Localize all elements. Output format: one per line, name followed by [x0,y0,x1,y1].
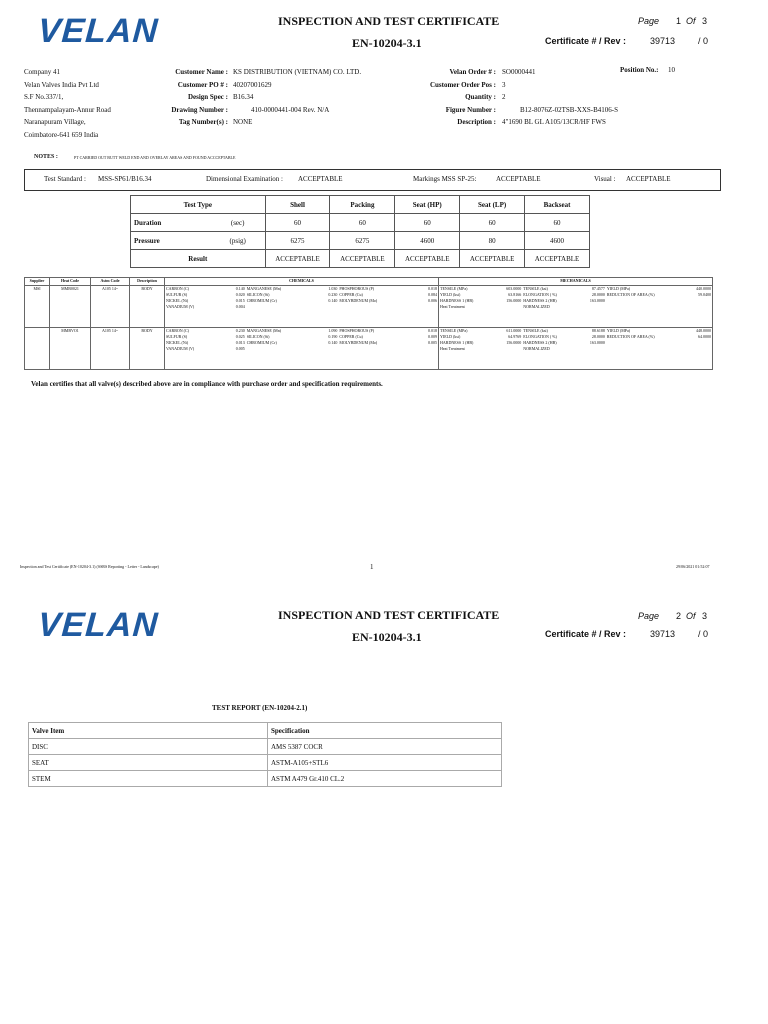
result-cell: ACCEPTABLE [330,250,395,268]
page-number: 1 [676,16,682,26]
mechanical-label: ELONGATION ( %) [523,292,557,297]
valve-item-cell: STEM [29,771,268,787]
mechanical-value [685,304,712,310]
mechanicals-grid [439,286,712,310]
mechanical-label: HARDNESS 1 (HB) [440,340,474,345]
specification-cell: ASTM-A105+STL6 [268,755,502,771]
description-label: Description : [457,118,496,126]
chemical-label [338,304,416,310]
mechanical-subtable [439,328,712,352]
heat-code-cell: MMB0021 [50,286,91,328]
notes-text: PT CARRIED OUT BUTT WELD END AND OVERLAY AREAS AND FOUND ACCCEPTABLE [74,155,236,160]
chemical-label: COPPER (Cu) [339,334,363,339]
table-row [131,214,590,232]
tag-numbers-value: NONE [233,118,253,126]
mechanical-value: 64.0000 [698,334,711,339]
chemical-label: PHOSPHOROUS (P) [339,286,375,291]
quantity-value: 2 [502,93,506,101]
result-cell: ACCEPTABLE [460,250,525,268]
chemical-label: SILICON (Si) [246,292,270,297]
chemical-value: 0.190 [328,334,338,339]
chemical-label: CHROMIUM (Cr) [246,298,277,303]
certificate-rev-label: Certificate # / Rev : [545,629,627,639]
mechanical-label: Heat Treatment [440,304,465,309]
chemical-label: MOLYBDENUM (Mo) [339,340,378,345]
mechanical-label: YIELD (ksi) [440,292,461,297]
customer-po-value: 40207001629 [233,80,272,89]
mechanical-value: 163.0000 [589,298,605,303]
table-header: Heat Code [50,278,91,286]
mechanical-label: HARDNESS 1 (HB) [440,298,474,303]
valve-item-cell: DISC [29,739,268,755]
visual-label: Visual : [594,175,616,183]
certificate-title: INSPECTION AND TEST CERTIFICATE [278,608,500,622]
page-of-label: Of [686,611,696,621]
customer-order-pos-label: Customer Order Pos : [429,80,496,89]
chemical-value: 0.015 [235,298,245,303]
markings-label: Markings MSS SP-25: [413,175,477,183]
page-total: 3 [702,16,708,26]
table-cell: 60 [330,214,395,232]
table-cell: 6275 [265,232,330,250]
supplier-cell [25,328,50,370]
mechanical-value: 156.0000 [506,340,522,345]
mechanical-value: 603.0000 [506,286,522,291]
description-cell: BODY [130,286,165,328]
figure-number-value: B12-8076Z-02TSB-XXS-B4106-S [520,105,619,114]
mechanical-row [439,304,712,310]
mechanicals-cell [439,286,713,328]
certificate-standard: EN-10204-3.1 [352,36,422,50]
page-label: Page [638,16,660,26]
chemical-value: 0.020 [235,292,245,297]
velan-logo: VELAN [36,606,160,644]
chemicals-grid [165,286,438,310]
design-spec-value: B16.34 [233,93,254,101]
design-spec-label: Design Spec : [187,93,228,101]
mechanical-value: 88.6188 [591,328,605,333]
mechanical-label: YIELD (ksi) [440,334,461,339]
chemical-value: 0.230 [328,292,338,297]
pressure-unit: (psig) [211,232,265,250]
certificate-number: 39713 [650,629,676,639]
table-header: Specification [268,723,502,739]
table-header-row [131,196,590,214]
table-header: Test Type [131,196,266,214]
footer-report-name: Inspection and Test Certificate (EN-10204-3.1) (SSRS Reporting - Letter - Landscape) [20,564,159,569]
mechanical-label: HARDNESS 2 (HB) [523,298,557,303]
heat-code-cell: MMBVO1 [50,328,91,370]
chemical-subtable [165,328,438,352]
specification-cell: ASTM A479 Gr.410 CL.2 [268,771,502,787]
test-results-table [130,195,590,268]
chemical-label: NICKEL (Ni) [166,298,189,303]
mechanical-value: 87.4577 [591,286,605,291]
chemical-row [165,304,438,310]
customer-values [233,66,361,129]
certificate-standard: EN-10204-3.1 [352,630,422,644]
description-value: 4"1690 BL GL A105/13CR/HF FWS [502,118,606,126]
mechanical-label: TENSILE (MPa) [440,328,468,333]
page-total: 3 [702,611,708,621]
company-address [24,66,111,141]
table-cell: 60 [265,214,330,232]
customer-order-pos-value: 3 [502,80,506,89]
chemical-value: 0.140 [328,298,338,303]
mechanical-value: 440.0000 [696,286,711,291]
duration-unit: (sec) [211,214,265,232]
drawing-number-label: Drawing Number : [171,105,228,114]
chemical-row [165,346,438,352]
chemical-value [416,346,438,352]
chemical-value [317,304,339,310]
chemical-value: 0.013 [235,340,245,345]
result-cell: ACCEPTABLE [525,250,590,268]
chemical-label: MANGANESE (Mn) [246,286,282,291]
result-cell: ACCEPTABLE [395,250,460,268]
specification-cell: AMS 5387 COCR [268,739,502,755]
table-header: Packing [330,196,395,214]
chemical-value: 0.025 [235,334,245,339]
chemical-value: 0.009 [428,334,437,339]
certificate-rev-label: Certificate # / Rev : [545,36,627,46]
mechanical-label: TENSILE (ksi) [523,328,548,333]
compliance-statement: Velan certifies that all valve(s) described above are in compliance with purchase order and specification requirements. [31,380,383,388]
mechanical-label: REDUCTION OF AREA (%) [606,334,655,339]
table-cell: 60 [525,214,590,232]
mechanical-label [606,304,685,310]
page-number: 2 [676,611,682,621]
astm-code-cell: A105 14~ [91,286,130,328]
position-no-label: Position No.: [620,66,659,74]
table-row [131,232,590,250]
mechanical-value: 163.0000 [589,340,605,345]
page-of-label: Of [686,16,696,26]
certificate-title: INSPECTION AND TEST CERTIFICATE [278,14,500,28]
material-properties-table [24,277,713,370]
duration-label: Duration [131,214,211,232]
table-cell: 60 [460,214,525,232]
mechanical-label: NORMALIZED [523,346,550,351]
position-no-value: 10 [668,66,675,74]
mechanical-label: NORMALIZED [523,304,550,309]
dimensional-label: Dimensional Examination : [206,175,283,183]
table-cell: 6275 [330,232,395,250]
table-row [29,739,502,755]
chemical-value: 0.084 [428,292,437,297]
table-header-row [25,278,713,286]
chemical-value [416,304,438,310]
chemical-value: 0.005 [428,340,437,345]
chemical-value: 0.005 [235,346,245,351]
chemical-label: PHOSPHOROUS (P) [339,328,375,333]
company-line: Naranapuram Village, [24,118,86,126]
chemical-value: 0.140 [328,340,338,345]
company-line: Thennampalayam-Annur Road [24,105,111,114]
order-labels [400,66,496,129]
test-report-table [28,722,502,787]
velan-order-label: Velan Order # : [449,68,496,76]
quantity-label: Quantity : [465,93,496,101]
chemical-label: COPPER (Cu) [339,292,363,297]
customer-name-label: Customer Name : [175,68,228,76]
mechanical-value: 59.0400 [698,292,711,297]
certificate-rev: / 0 [698,36,709,46]
certificate-rev: / 0 [698,629,709,639]
mechanicals-grid [439,328,712,352]
mechanical-value: 64.9769 [508,334,522,339]
mechanical-label: TENSILE (ksi) [523,286,548,291]
dimensional-value: ACCEPTABLE [298,175,343,183]
mechanicals-header: MECHANICALS [439,278,713,286]
result-label: Result [131,250,266,268]
mechanical-subtable [439,286,712,310]
drawing-number-value: 410-0000441-004 Rev. N/A [251,105,330,114]
visual-value: ACCEPTABLE [626,175,671,183]
pressure-label: Pressure [131,232,211,250]
mechanical-label: ELONGATION ( %) [523,334,557,339]
chemicals-grid [165,328,438,352]
chemical-subtable [165,286,438,310]
table-cell: 4600 [525,232,590,250]
astm-code-cell: A105 14~ [91,328,130,370]
result-cell: ACCEPTABLE [265,250,330,268]
chemical-label [338,346,416,352]
footer-page-number: 1 [370,563,374,571]
table-row [25,328,713,370]
chemical-label: SULFUR (S) [166,334,188,339]
chemical-value: 0.140 [235,286,245,291]
company-line: Company 41 [24,68,60,76]
mechanical-label: TENSILE (MPa) [440,286,468,291]
customer-labels [130,66,228,129]
mechanical-label: YIELD (MPa) [606,286,631,291]
table-row [29,771,502,787]
chemical-value: 1.030 [328,286,338,291]
chemical-value [317,346,339,352]
chemical-label: SULFUR (S) [166,292,188,297]
chemical-value: 0.004 [235,304,245,309]
chemical-value: 0.018 [428,328,437,333]
chemical-label: VANADIUM (V) [166,346,195,351]
mechanical-value: 28.0000 [591,334,605,339]
chemicals-cell [165,328,439,370]
velan-order-value: SO0000441 [502,68,536,76]
mechanical-value [495,304,522,310]
table-header: Backseat [525,196,590,214]
test-standard-label: Test Standard : [44,175,86,183]
table-header: Seat (HP) [395,196,460,214]
mechanical-label: Heat Treatment [440,346,465,351]
mechanical-value: 611.0000 [506,328,522,333]
description-cell: BODY [130,328,165,370]
table-header: Supplier [25,278,50,286]
customer-po-label: Customer PO # : [177,80,228,89]
mechanical-label: YIELD (MPa) [606,328,631,333]
company-line: Velan Valves India Pvt Ltd [24,80,99,89]
supplier-cell: MSI [25,286,50,328]
table-header: Description [130,278,165,286]
certificate-number: 39713 [650,36,676,46]
mechanical-value [685,346,712,352]
table-cell: 60 [395,214,460,232]
table-row [29,755,502,771]
valve-item-cell: SEAT [29,755,268,771]
markings-value: ACCEPTABLE [496,175,541,183]
table-header: Shell [265,196,330,214]
figure-number-label: Figure Number : [445,105,496,114]
table-header: Astm Code [91,278,130,286]
mechanical-value: 448.0000 [696,328,711,333]
table-cell: 4600 [395,232,460,250]
chemical-label: CHROMIUM (Cr) [246,340,277,345]
mechanical-value [579,346,606,352]
mechanical-label: REDUCTION OF AREA (%) [606,292,655,297]
mechanical-row [439,346,712,352]
chemical-label: VANADIUM (V) [166,304,195,309]
chemical-label: MOLYBDENUM (Mo) [339,298,378,303]
test-standard-value: MSS-SP61/B16.34 [98,175,152,183]
chemical-value: 0.018 [428,286,437,291]
chemicals-header: CHEMICALS [165,278,439,286]
table-row [25,286,713,328]
mechanical-value: 63.8166 [508,292,522,297]
customer-name-value: KS DISTRIBUTION (VIETNAM) CO. LTD. [233,68,362,76]
chemical-label: CARBON (C) [166,286,190,291]
mechanical-label [606,346,685,352]
chemical-label: CARBON (C) [166,328,190,333]
mechanicals-cell [439,328,713,370]
order-values [502,66,618,129]
chemical-label: MANGANESE (Mn) [246,328,282,333]
chemicals-cell [165,286,439,328]
footer-timestamp: 29/06/2021 01:52:07 [676,564,710,569]
table-cell: 80 [460,232,525,250]
chemical-value: 1.090 [328,328,338,333]
page-label: Page [638,611,660,621]
table-header-row [29,723,502,739]
company-line: S.F No.337/1, [24,93,64,101]
chemical-label: NICKEL (Ni) [166,340,189,345]
chemical-label: SILICON (Si) [246,334,270,339]
mechanical-value: 28.0000 [591,292,605,297]
chemical-label [246,304,317,310]
chemical-value: 0.230 [235,328,245,333]
table-header: Valve Item [29,723,268,739]
velan-logo: VELAN [36,12,160,50]
mechanical-value: 156.0000 [506,298,522,303]
table-row [131,250,590,268]
mechanical-value [579,304,606,310]
chemical-label [246,346,317,352]
mechanical-value [495,346,522,352]
test-report-title: TEST REPORT (EN-10204-2.1) [212,704,308,712]
tag-numbers-label: Tag Number(s) : [178,118,228,126]
company-line: Coimbatore-641 659 India [24,130,99,139]
notes-label: NOTES : [34,154,58,160]
chemical-value: 0.006 [428,298,437,303]
mechanical-label: HARDNESS 2 (HB) [523,340,557,345]
table-header: Seat (LP) [460,196,525,214]
